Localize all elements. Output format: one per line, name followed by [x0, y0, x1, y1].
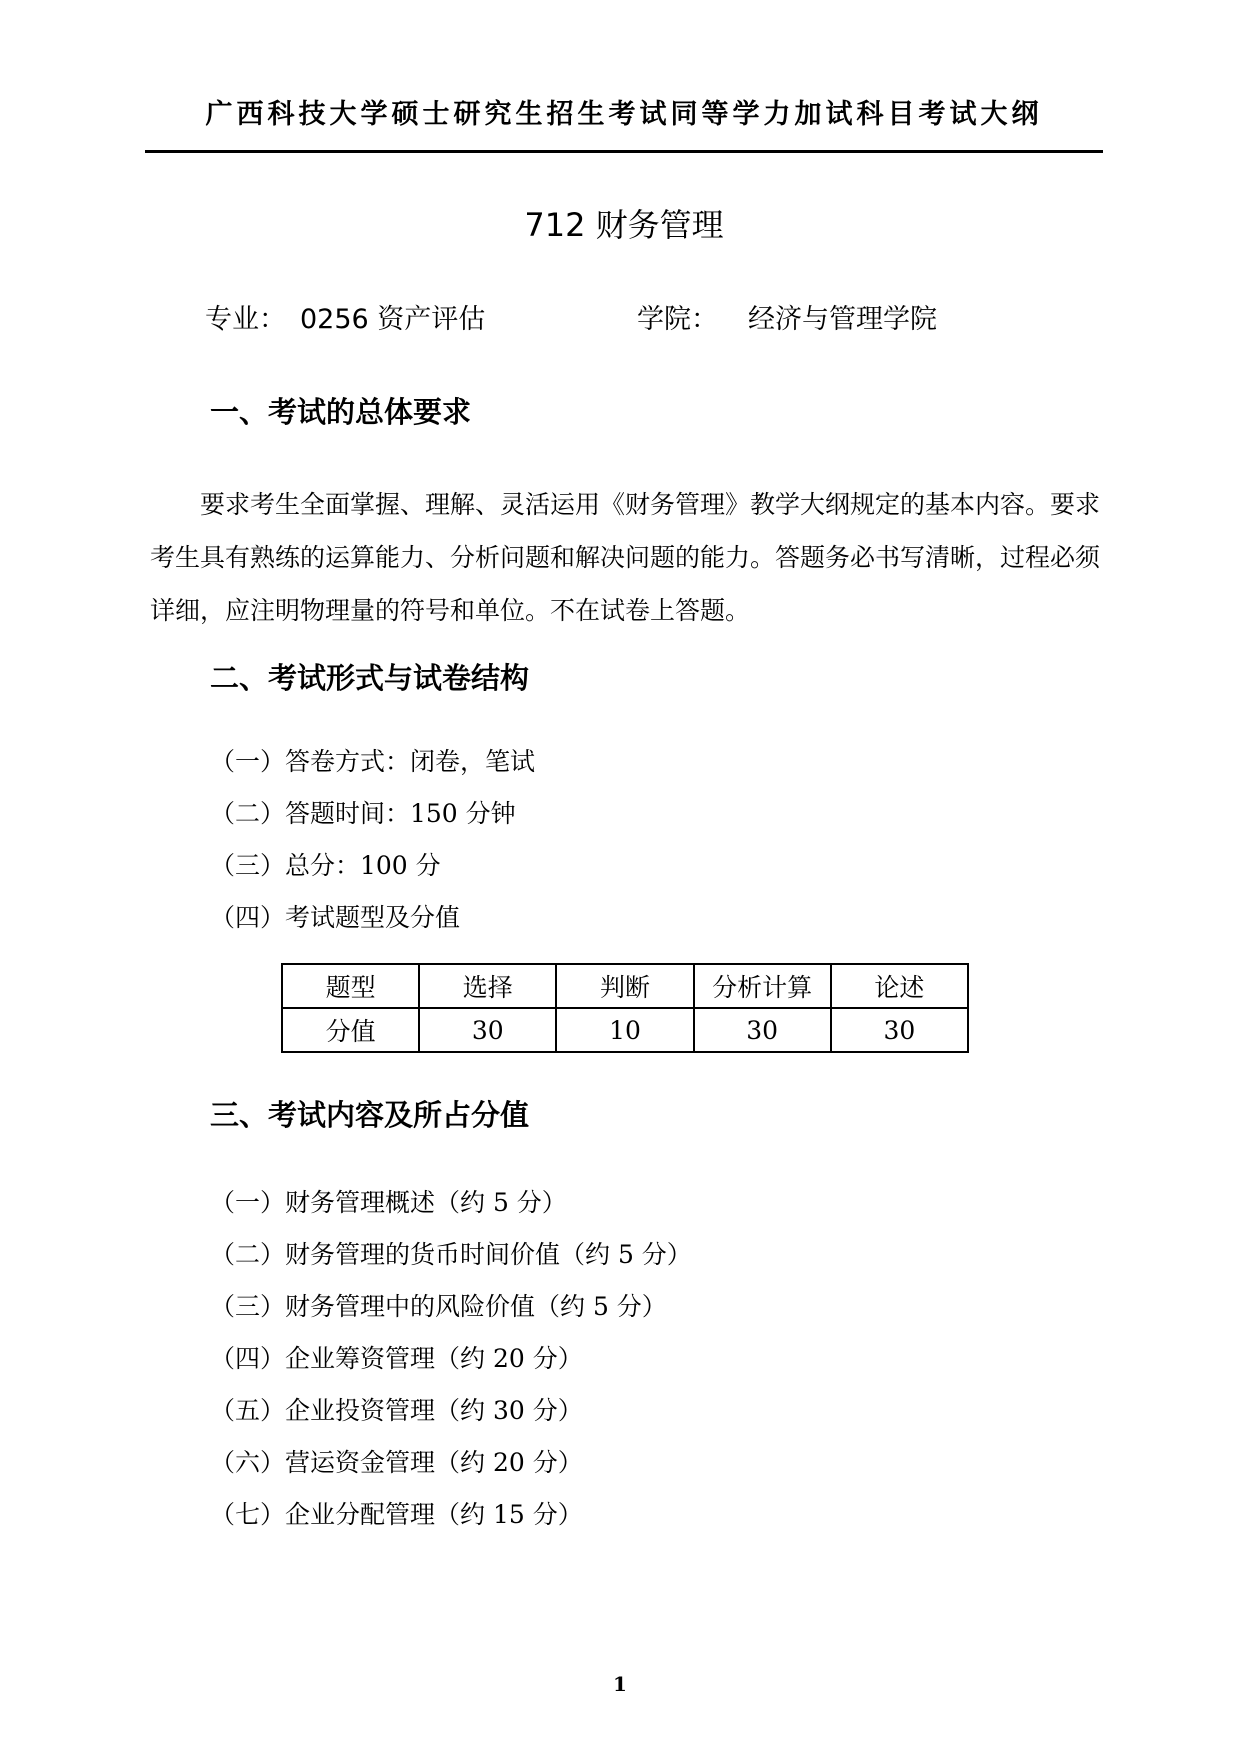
general-requirements-paragraph: 要求考生全面掌握、理解、灵活运用《财务管理》教学大纲规定的基本内容。要求考生具有熟练的运算能力、分析问题和解决问题的能力。答题务必书写清晰，过程必须详细，应注明物理量的符号和单位。不在试卷上答题。 [150, 490, 1101, 625]
table-header-cell: 判断 [556, 964, 693, 1008]
college-info [637, 297, 937, 336]
section-heading-general-requirements: 一、考试的总体要求 [210, 395, 472, 429]
table-cell: 30 [694, 1008, 831, 1052]
table-cell: 分值 [282, 1008, 419, 1052]
list-item: （二）答题时间：150 分钟 [210, 799, 516, 828]
section-heading-exam-content: 三、考试内容及所占分值 [210, 1098, 530, 1132]
list-item: （一）财务管理概述（约 5 分） [210, 1188, 567, 1217]
list-item: （三）财务管理中的风险价值（约 5 分） [210, 1292, 667, 1321]
table-header-cell: 分析计算 [694, 964, 831, 1008]
list-item: （一）答卷方式：闭卷，笔试 [210, 747, 536, 776]
college-label: 学院： [637, 304, 718, 335]
table-header-cell: 选择 [419, 964, 556, 1008]
table-row [282, 1008, 968, 1052]
list-item: （六）营运资金管理（约 20 分） [210, 1448, 583, 1477]
college-value: 经济与管理学院 [748, 304, 937, 335]
header-divider [145, 150, 1103, 153]
table-cell: 30 [831, 1008, 968, 1052]
list-item: （四）考试题型及分值 [210, 903, 461, 932]
page-title: 712 财务管理 [524, 206, 724, 244]
list-item: （五）企业投资管理（约 30 分） [210, 1396, 583, 1425]
major-label: 专业： [205, 304, 286, 335]
major-value: 0256 资产评估 [300, 304, 486, 335]
table-header-row [282, 964, 968, 1008]
document-header: 广西科技大学硕士研究生招生考试同等学力加试科目考试大纲 [205, 99, 1043, 130]
table-header-cell: 论述 [831, 964, 968, 1008]
table-header-cell: 题型 [282, 964, 419, 1008]
major-info [205, 297, 485, 336]
score-table [281, 963, 969, 1053]
table-cell: 30 [419, 1008, 556, 1052]
list-item: （二）财务管理的货币时间价值（约 5 分） [210, 1240, 692, 1269]
list-item: （七）企业分配管理（约 15 分） [210, 1500, 583, 1529]
table-cell: 10 [556, 1008, 693, 1052]
list-item: （四）企业筹资管理（约 20 分） [210, 1344, 583, 1373]
section-heading-exam-format: 二、考试形式与试卷结构 [210, 661, 530, 695]
page-number: 1 [613, 1672, 627, 1696]
list-item: （三）总分：100 分 [210, 851, 441, 880]
